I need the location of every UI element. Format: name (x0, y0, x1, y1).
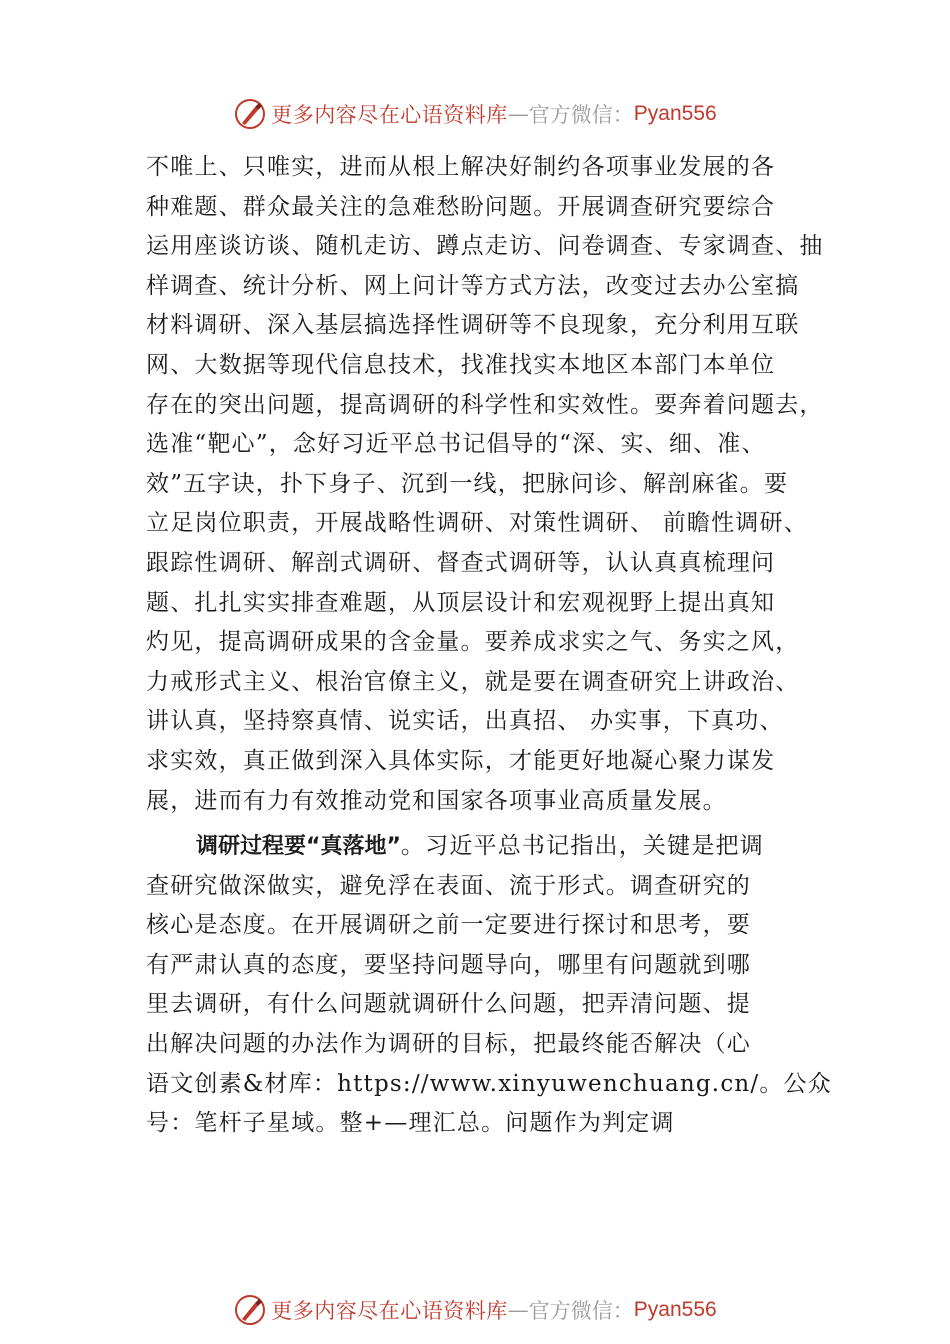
text-line: 查研究做深做实，避免浮在表面、流于形式。调查研究的 (146, 872, 751, 899)
paragraph-2-first-line (146, 827, 836, 867)
text-line: 运用座谈访谈、随机走访、蹲点走访、问卷调查、专家调查、抽 (146, 233, 824, 260)
text-line: 里去调研，有什么问题就调研什么问题，把弄清问题、提 (146, 991, 751, 1018)
text-line: 样调查、统计分析、网上问计等方式方法，改变过去办公室搞 (146, 272, 800, 299)
text-line: 语文创素&材库：https://www.xinyuwenchuang.cn/。公众 (146, 1070, 832, 1097)
text-span: 。习近平总书记指出，关键是把调 (400, 833, 764, 860)
header-brand: 更多内容尽在心语资料库 (271, 103, 508, 127)
paragraph-2 (146, 827, 836, 1144)
text-line: 灼见，提高调研成果的含金量。要养成求实之气、务实之风， (146, 629, 800, 656)
text-line: 选准“靶心”，念好习近平总书记倡导的“深、实、细、准、 (146, 431, 766, 458)
text-line: 网、大数据等现代信息技术，找准找实本地区本部门本单位 (146, 351, 776, 378)
text-line: 立足岗位职责，开展战略性调研、对策性调研、 前瞻性调研、 (146, 510, 808, 537)
text-line: 存在的突出问题，提高调研的科学性和实效性。要奔着问题去， (146, 391, 824, 418)
document-body (146, 148, 836, 1144)
text-line: 号：笔杆子星域。整+—理汇总。问题作为判定调 (146, 1110, 675, 1137)
text-line: 讲认真，坚持察真情、说实话，出真招、 办实事，下真功、 (146, 708, 784, 735)
footer-wechat-label: 官方微信： (528, 1299, 634, 1323)
header-dash: — (507, 102, 529, 126)
footer-brand: 更多内容尽在心语资料库 (271, 1299, 508, 1323)
footer-dash: — (507, 1298, 529, 1322)
text-line: 材料调研、深入基层搞选择性调研等不良现象，充分利用互联 (146, 312, 800, 339)
text-line: 种难题、群众最关注的急难愁盼问题。开展调查研究要综合 (146, 193, 776, 220)
text-line: 力戒形式主义、根治官僚主义，就是要在调查研究上讲政治、 (146, 668, 800, 695)
text-line: 出解决问题的办法作为调研的目标，把最终能否解决（心 (146, 1031, 751, 1058)
text-line: 效”五字诀，扑下身子、沉到一线，把脉问诊、解剖麻雀。要 (146, 470, 789, 497)
pen-logo-icon (233, 1293, 267, 1327)
header-banner (0, 94, 950, 134)
text-line: 求实效，真正做到深入具体实际，才能更好地凝心聚力谋发 (146, 747, 776, 774)
pen-logo-icon (233, 97, 267, 131)
paragraph-1 (146, 148, 836, 821)
text-line: 展，进而有力有效推动党和国家各项事业高质量发展。 (146, 787, 727, 814)
text-line: 跟踪性调研、解剖式调研、督查式调研等，认认真真梳理问 (146, 549, 776, 576)
text-line: 不唯上、只唯实，进而从根上解决好制约各项事业发展的各 (146, 154, 776, 180)
text-line: 核心是态度。在开展调研之前一定要进行探讨和思考，要 (146, 912, 751, 939)
section-heading: 调研过程要“真落地” (196, 834, 401, 860)
header-account: Pyan556 (633, 102, 717, 125)
footer-banner (0, 1290, 950, 1330)
text-line: 有严肃认真的态度，要坚持问题导向，哪里有问题就到哪 (146, 951, 751, 978)
text-line: 题、扎扎实实排查难题，从顶层设计和宏观视野上提出真知 (146, 589, 776, 616)
header-wechat-label: 官方微信： (528, 103, 634, 127)
footer-account: Pyan556 (633, 1298, 717, 1321)
